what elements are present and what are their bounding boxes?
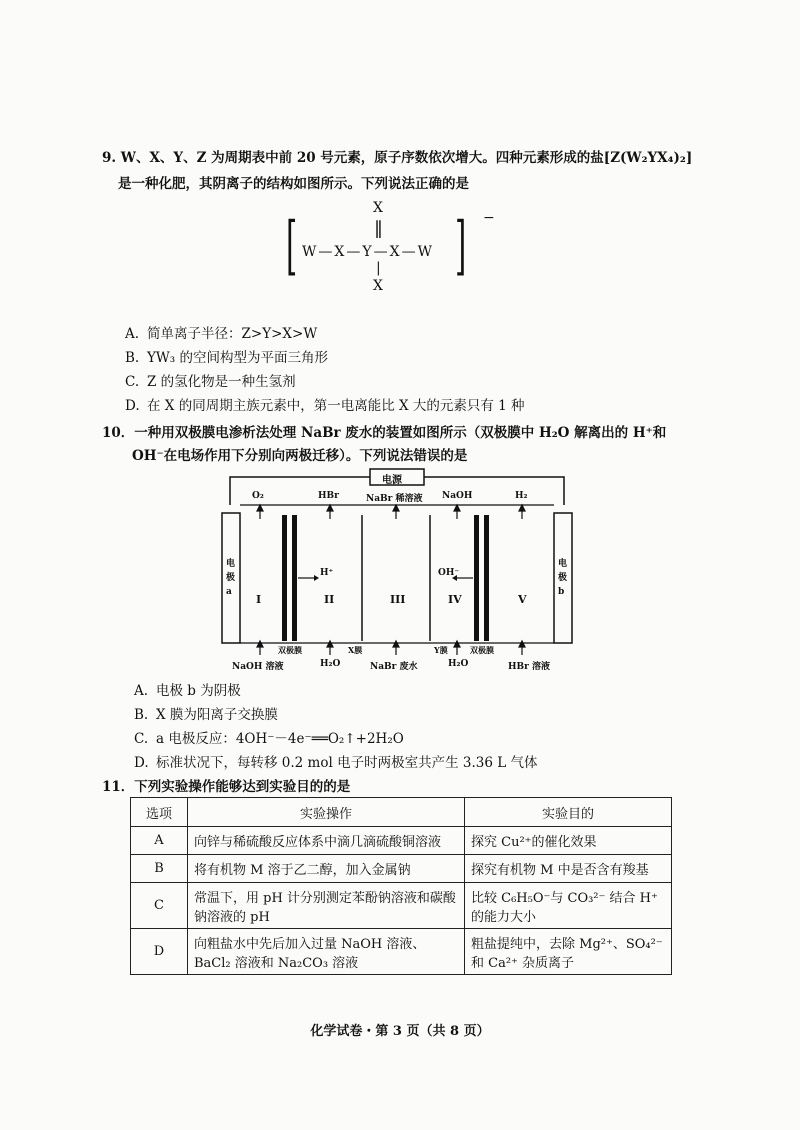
row-operation: 向粗盐水中先后加入过量 NaOH 溶液、BaCl₂ 溶液和 Na₂CO₃ 溶液 xyxy=(188,929,465,975)
row-operation: 向锌与稀硫酸反应体系中滴几滴硫酸铜溶液 xyxy=(188,827,465,855)
q9-stem-line2: 是一种化肥，其阴离子的结构如图所示。下列说法正确的是 xyxy=(118,176,469,192)
ion-oh-minus: OH⁻ xyxy=(438,568,460,578)
membrane-x: X膜 xyxy=(348,645,363,655)
q11-stem: 11．下列实验操作能够达到实验目的的是 xyxy=(102,779,351,795)
double-bond: ‖ xyxy=(374,218,383,239)
row-operation: 将有机物 M 溶于乙二醇，加入金属钠 xyxy=(188,855,465,883)
top-label-nabr-dilute: NaBr 稀溶液 xyxy=(366,494,423,504)
bottom-label-hbr-solution: HBr 溶液 xyxy=(508,662,550,672)
ion-h-plus: H⁺ xyxy=(320,568,334,578)
q9-option-d: D. 在 X 的同周期主族元素中，第一电离能比 X 大的元素只有 1 种 xyxy=(125,398,525,414)
bracket-left: [ xyxy=(286,209,298,283)
membrane-bipolar-right: 双极膜 xyxy=(470,645,494,655)
bracket-right: ] xyxy=(455,209,467,283)
row-option: A xyxy=(131,827,188,855)
top-label-o2: O₂ xyxy=(252,491,264,501)
bottom-label-h2o-right: H₂O xyxy=(448,659,469,669)
q9-stem-line1: 9. W、X、Y、Z 为周期表中前 20 号元素，原子序数依次增大。四种元素形成的盐[Z(W₂YX₄)₂] xyxy=(102,150,693,166)
chamber-3: III xyxy=(390,593,406,606)
chamber-5: V xyxy=(518,593,527,606)
top-label-naoh: NaOH xyxy=(442,491,473,501)
q10-option-d: D. 标准状况下，每转移 0.2 mol 电子时两极室共产生 3.36 L 气体 xyxy=(134,755,538,771)
row-option: C xyxy=(131,883,188,929)
q10-option-c: C. a 电极反应：4OH⁻－4e⁻══O₂↑+2H₂O xyxy=(134,731,404,747)
header-purpose: 实验目的 xyxy=(465,798,672,827)
row-purpose: 探究有机物 M 中是否含有羧基 xyxy=(465,855,672,883)
q10-stem-line2: OH⁻在电场作用下分别向两极迁移）。下列说法错误的是 xyxy=(132,448,468,464)
electrodialysis-apparatus xyxy=(212,465,582,675)
page-footer: 化学试卷・第 3 页（共 8 页） xyxy=(310,1024,490,1039)
header-operation: 实验操作 xyxy=(188,798,465,827)
q10-option-b: B. X 膜为阳离子交换膜 xyxy=(134,707,278,723)
charge: − xyxy=(483,210,495,226)
row-purpose: 探究 Cu²⁺的催化效果 xyxy=(465,827,672,855)
q9-option-b: B. YW₃ 的空间构型为平面三角形 xyxy=(125,350,328,366)
chamber-4: IV xyxy=(448,593,462,606)
main-chain: W—X—Y—X—W xyxy=(302,244,434,260)
single-bond: | xyxy=(376,260,381,276)
q9-option-c: C. Z 的氢化物是一种生氢剂 xyxy=(125,374,296,390)
electrode-a-label: 电极a xyxy=(226,559,236,597)
membrane-bipolar-left: 双极膜 xyxy=(278,645,302,655)
power-label: 电源 xyxy=(382,475,402,486)
atom-top: X xyxy=(373,200,383,216)
row-option: B xyxy=(131,855,188,883)
row-operation: 常温下，用 pH 计分别测定苯酚钠溶液和碳酸钠溶液的 pH xyxy=(188,883,465,929)
membrane-y: Y膜 xyxy=(434,645,448,655)
top-label-hbr: HBr xyxy=(318,491,339,501)
top-label-h2: H₂ xyxy=(515,491,528,501)
table-row xyxy=(131,827,672,855)
q9-option-a: A. 简单离子半径：Z>Y>X>W xyxy=(125,326,318,342)
bottom-label-nabr-waste: NaBr 废水 xyxy=(370,662,418,672)
anion-structure xyxy=(280,200,500,305)
row-option: D xyxy=(131,929,188,975)
table-header-row xyxy=(131,798,672,827)
row-purpose: 粗盐提纯中，去除 Mg²⁺、SO₄²⁻ 和 Ca²⁺ 杂质离子 xyxy=(465,929,672,975)
electrode-b-label: 电极b xyxy=(558,559,568,597)
q10-option-a: A. 电极 b 为阴极 xyxy=(134,683,241,699)
table-row xyxy=(131,929,672,975)
table-row xyxy=(131,855,672,883)
bottom-label-h2o-left: H₂O xyxy=(320,659,341,669)
chamber-2: II xyxy=(324,593,335,606)
chamber-1: I xyxy=(256,593,262,606)
table-row xyxy=(131,883,672,929)
row-purpose: 比较 C₆H₅O⁻与 CO₃²⁻ 结合 H⁺的能力大小 xyxy=(465,883,672,929)
bottom-label-naoh-solution: NaOH 溶液 xyxy=(232,662,284,672)
q10-stem-line1: 10．一种用双极膜电渗析法处理 NaBr 废水的装置如图所示（双极膜中 H₂O 解离出的 H⁺和 xyxy=(102,425,667,441)
atom-bottom: X xyxy=(373,278,383,294)
header-option: 选项 xyxy=(131,798,188,827)
experiment-table xyxy=(130,797,672,975)
